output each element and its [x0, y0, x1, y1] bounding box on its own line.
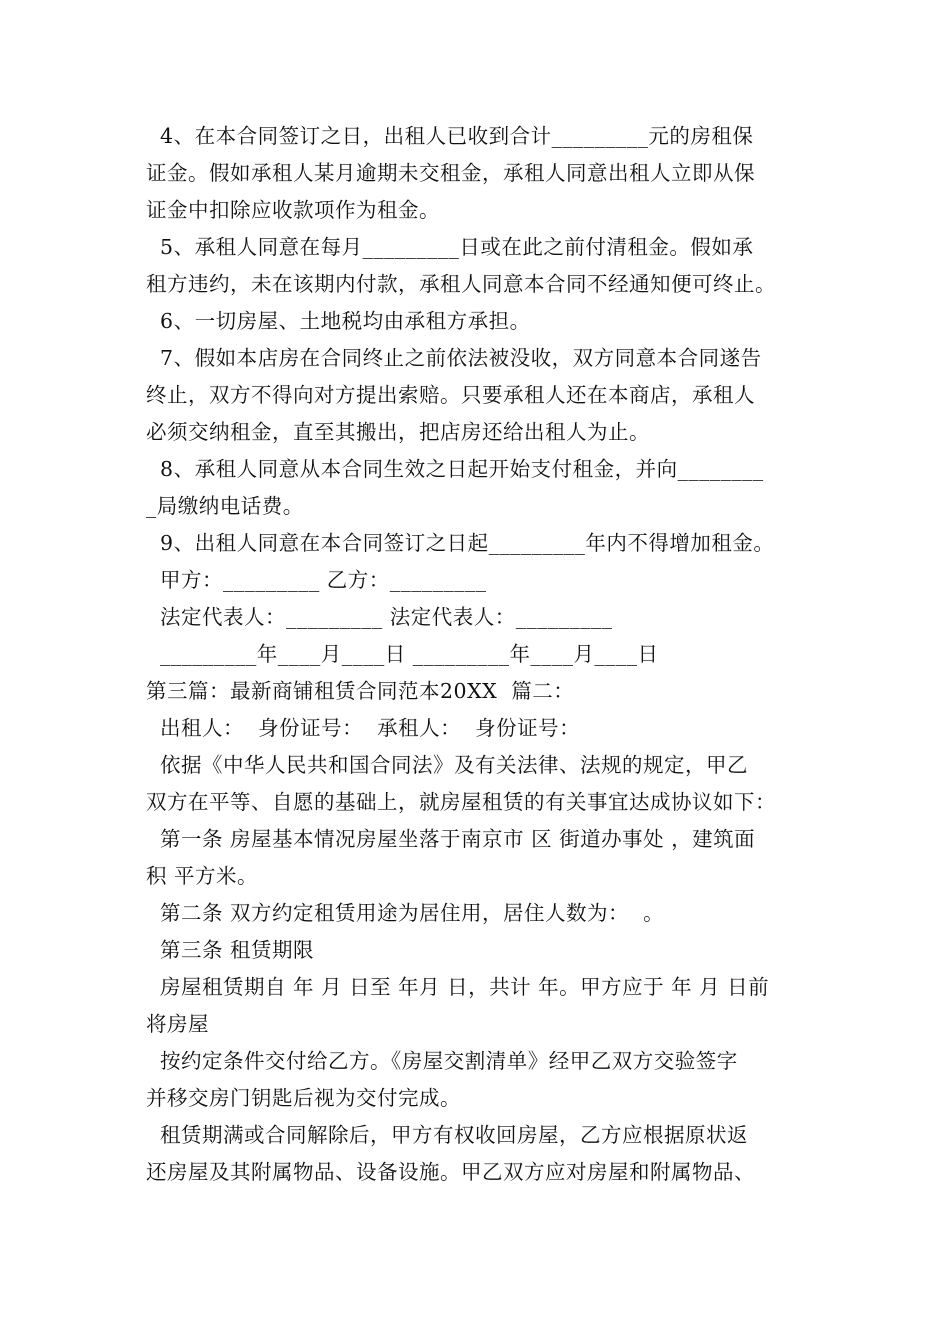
text-line: 房屋租赁期自 年 月 日至 年月 日，共计 年。甲方应于 年 月 日前: [146, 975, 770, 999]
text-line: 并移交房门钥匙后视为交付完成。: [146, 1086, 461, 1110]
text-line: 必须交纳租金，直至其搬出，把店房还给出租人为止。: [146, 420, 650, 444]
date-line: _________年____月____日 _________年____月____日: [146, 642, 659, 666]
text-line: 7、假如本店房在合同终止之前依法被没收，双方同意本合同遂告: [146, 346, 762, 370]
text-line: 双方在平等、自愿的基础上，就房屋租赁的有关事宜达成协议如下：: [146, 790, 776, 814]
section-heading: 第三篇：最新商铺租赁合同范本20XX 篇二：: [146, 679, 575, 703]
text-line: 将房屋: [146, 1012, 209, 1036]
text-line: 9、出租人同意在本合同签订之日起_________年内不得增加租金。: [146, 531, 775, 555]
text-line: 还房屋及其附属物品、设备设施。甲乙双方应对房屋和附属物品、: [146, 1160, 755, 1184]
text-line: 证金。假如承租人某月逾期未交租金，承租人同意出租人立即从保: [146, 161, 755, 185]
text-line: 终止，双方不得向对方提出索赔。只要承租人还在本商店，承租人: [146, 383, 755, 407]
text-line: 证金中扣除应收款项作为租金。: [146, 198, 440, 222]
text-line: _局缴纳电话费。: [146, 494, 304, 518]
text-line: 8、承租人同意从本合同生效之日起开始支付租金，并向________: [146, 457, 764, 481]
text-line: 6、一切房屋、土地税均由承租方承担。: [146, 309, 531, 333]
signature-line: 法定代表人：_________ 法定代表人：_________: [146, 605, 613, 629]
text-line: 第三条 租赁期限: [146, 938, 315, 962]
text-line: 积 平方米。: [146, 864, 259, 888]
text-line: 第一条 房屋基本情况房屋坐落于南京市 区 街道办事处 ，建筑面: [146, 827, 756, 851]
text-line: 4、在本合同签订之日，出租人已收到合计_________元的房租保: [146, 124, 754, 148]
text-line: 按约定条件交付给乙方。《房屋交割清单》经甲乙双方交验签字: [146, 1049, 738, 1073]
text-line: 依据《中华人民共和国合同法》及有关法律、法规的规定，甲乙: [146, 753, 749, 777]
text-line: 出租人： 身份证号： 承租人： 身份证号：: [146, 716, 581, 740]
text-line: 5、承租人同意在每月_________日或在此之前付清租金。假如承: [146, 235, 754, 259]
text-line: 第二条 双方约定租赁用途为居住用，居住人数为： 。: [146, 901, 665, 925]
text-line: 租赁期满或合同解除后，甲方有权收回房屋，乙方应根据原状返: [146, 1123, 749, 1147]
signature-line: 甲方：_________ 乙方：_________: [146, 568, 487, 592]
text-line: 租方违约，未在该期内付款，承租人同意本合同不经通知便可终止。: [146, 272, 776, 296]
